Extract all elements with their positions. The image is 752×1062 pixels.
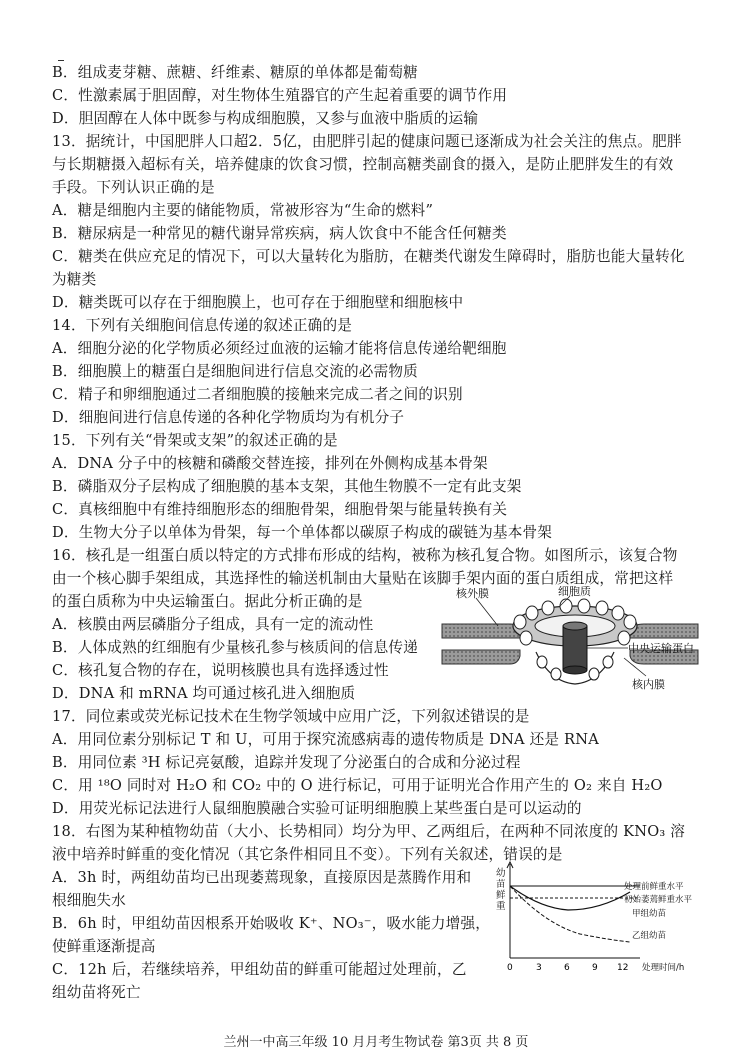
- label-outer-membrane: 核外膜: [456, 587, 489, 600]
- legend-group-a: 甲组幼苗: [632, 909, 667, 919]
- y-axis-label-char: 苗: [496, 879, 506, 890]
- text-line: D．用荧光标记法进行人鼠细胞膜融合实验可证明细胞膜上某些蛋白是可以运动的: [52, 800, 582, 817]
- central-channel: [563, 626, 587, 670]
- label-central-protein: 中央运输蛋白: [628, 642, 694, 655]
- text-line: 17．同位素或荧光标记技术在生物学领域中应用广泛，下列叙述错误的是: [52, 708, 530, 725]
- text-line: B．用同位素 ³H 标记亮氨酸，追踪并发现了分泌蛋白的合成和分泌过程: [52, 754, 521, 771]
- text-line: A．用同位素分别标记 T 和 U，可用于探究流感病毒的遗传物质是 DNA 还是 RNA: [52, 731, 599, 748]
- text-line: C．12h 后，若继续培养，甲组幼苗的鲜重可能超过处理前，乙: [52, 961, 467, 978]
- text-line: C．核孔复合物的存在，说明核膜也具有选择透过性: [52, 662, 389, 679]
- x-tick-9: 9: [592, 963, 598, 973]
- central-channel-bottom: [563, 666, 587, 674]
- curve-group-b: [510, 886, 630, 942]
- text-line: 为糖类: [52, 271, 97, 288]
- page-footer: 兰州一中高三年级 10 月月考生物试卷 第3页 共 8 页: [223, 1035, 529, 1050]
- fresh-weight-chart: [490, 858, 702, 980]
- text-line: D．胆固醇在人体中既参与构成细胞膜，又参与血液中脂质的运输: [52, 110, 479, 127]
- text-line: A．3h 时，两组幼苗均已出现萎蔫现象，直接原因是蒸腾作用和: [52, 869, 472, 886]
- label-cytoplasm: 细胞质: [558, 586, 591, 598]
- inner-membrane-left: [442, 650, 520, 664]
- y-axis-label-char: 幼: [496, 868, 506, 879]
- label-inner-membrane: 核内膜: [632, 678, 665, 691]
- page-corner-mark: [58, 60, 64, 61]
- text-line: C．用 ¹⁸O 同时对 H₂O 和 CO₂ 中的 O 进行标记，可用于证明光合作用产生的 O₂ 来自 H₂O: [52, 777, 663, 794]
- text-line: A．核膜由两层磷脂分子组成，具有一定的流动性: [52, 616, 374, 633]
- text-line: A．细胞分泌的化学物质必须经过血液的运输才能将信息传递给靶细胞: [52, 340, 507, 357]
- text-line: B．组成麦芽糖、蔗糖、纤维素、糖原的单体都是葡萄糖: [52, 64, 418, 81]
- legend-group-b: 乙组幼苗: [632, 931, 667, 941]
- text-line: D．DNA 和 mRNA 均可通过核孔进入细胞质: [52, 685, 356, 702]
- text-line: B．6h 时，甲组幼苗因根系开始吸收 K⁺、NO₃⁻，吸水能力增强，: [52, 915, 491, 932]
- text-line: 与长期糖摄入超标有关，培养健康的饮食习惯，控制高糖类副食的摄入，是防止肥胖发生的有效: [52, 156, 674, 173]
- x-axis-label: 处理时间/h: [642, 963, 685, 973]
- leader-outer: [476, 598, 498, 626]
- x-ticks: [507, 963, 628, 973]
- text-line: 手段。下列认识正确的是: [52, 179, 215, 196]
- text-line: 使鲜重逐渐提高: [52, 938, 156, 955]
- x-tick-3: 3: [536, 963, 542, 973]
- x-tick-6: 6: [564, 963, 570, 973]
- text-line: B．人体成熟的红细胞有少量核孔参与核质间的信息传递: [52, 639, 418, 656]
- text-line: 的蛋白质称为中央运输蛋白。据此分析正确的是: [52, 593, 363, 610]
- nuclear-pore-diagram: [440, 586, 702, 696]
- text-line: C．性激素属于胆固醇，对生物体生殖器官的产生起着重要的调节作用: [52, 87, 508, 104]
- text-line: B．糖尿病是一种常见的糖代谢异常疾病，病人饮食中不能含任何糖类: [52, 225, 507, 242]
- text-line: C．糖类在供应充足的情况下，可以大量转化为脂肪，在糖类代谢发生障碍时，脂肪也能大量转化: [52, 248, 685, 265]
- text-line: 18．右图为某种植物幼苗（大小、长势相同）均分为甲、乙两组后，在两种不同浓度的 KNO₃ 溶: [52, 823, 686, 840]
- text-line: D．细胞间进行信息传递的各种化学物质均为有机分子: [52, 409, 405, 426]
- text-line: A．DNA 分子中的核糖和磷酸交替连接，排列在外侧构成基本骨架: [52, 455, 488, 472]
- text-line: A．糖是细胞内主要的储能物质，常被形容为“生命的燃料”: [52, 202, 434, 219]
- text-line: D．糖类既可以存在于细胞膜上，也可存在于细胞壁和细胞核中: [52, 294, 464, 311]
- y-axis-label: [496, 867, 506, 912]
- text-line: C．真核细胞中有维持细胞形态的细胞骨架，细胞骨架与能量转换有关: [52, 501, 508, 518]
- text-line: B．细胞膜上的糖蛋白是细胞间进行信息交流的必需物质: [52, 363, 418, 380]
- text-line: 13．据统计，中国肥胖人口超2．5亿，由肥胖引起的健康问题已逐渐成为社会关注的焦点。肥胖: [52, 133, 682, 150]
- text-line: 15．下列有关“骨架或支架”的叙述正确的是: [52, 432, 338, 449]
- outer-membrane-left: [442, 624, 520, 638]
- text-line: D．生物大分子以单体为骨架，每一个单体都以碳原子构成的碳链为基本骨架: [52, 524, 553, 541]
- text-line: 根细胞失水: [52, 892, 126, 909]
- nuclear-pore-figure: [440, 586, 702, 696]
- text-line: 由一个核心脚手架组成，其选择性的输送机制由大量贴在该脚手架内面的蛋白质组成，常把这样: [52, 570, 674, 587]
- text-line: C．精子和卵细胞通过二者细胞膜的接触来完成二者之间的识别: [52, 386, 463, 403]
- x-tick-0: 0: [507, 963, 513, 973]
- text-line: 组幼苗将死亡: [52, 984, 141, 1001]
- text-line: B．磷脂双分子层构成了细胞膜的基本支架，其他生物膜不一定有此支架: [52, 478, 522, 495]
- legend-pre-treatment: 处理前鲜重水平: [624, 882, 684, 892]
- fresh-weight-graph: [490, 858, 702, 980]
- text-line: 16．核孔是一组蛋白质以特定的方式排布形成的结构，被称为核孔复合物。如图所示，该复合物: [52, 547, 678, 564]
- x-tick-12: 12: [617, 963, 629, 973]
- central-channel-top: [563, 622, 587, 630]
- y-axis-label-char: 重: [496, 901, 506, 912]
- y-axis-label-char: 鲜: [496, 890, 506, 901]
- legend-initial-wilting: 初始萎蔫鲜重水平: [624, 895, 693, 905]
- text-line: 14．下列有关细胞间信息传递的叙述正确的是: [52, 317, 353, 334]
- text-line: 液中培养时鲜重的变化情况（其它条件相同且不变）。下列有关叙述，错误的是: [52, 846, 563, 863]
- outer-membrane-right: [630, 624, 698, 638]
